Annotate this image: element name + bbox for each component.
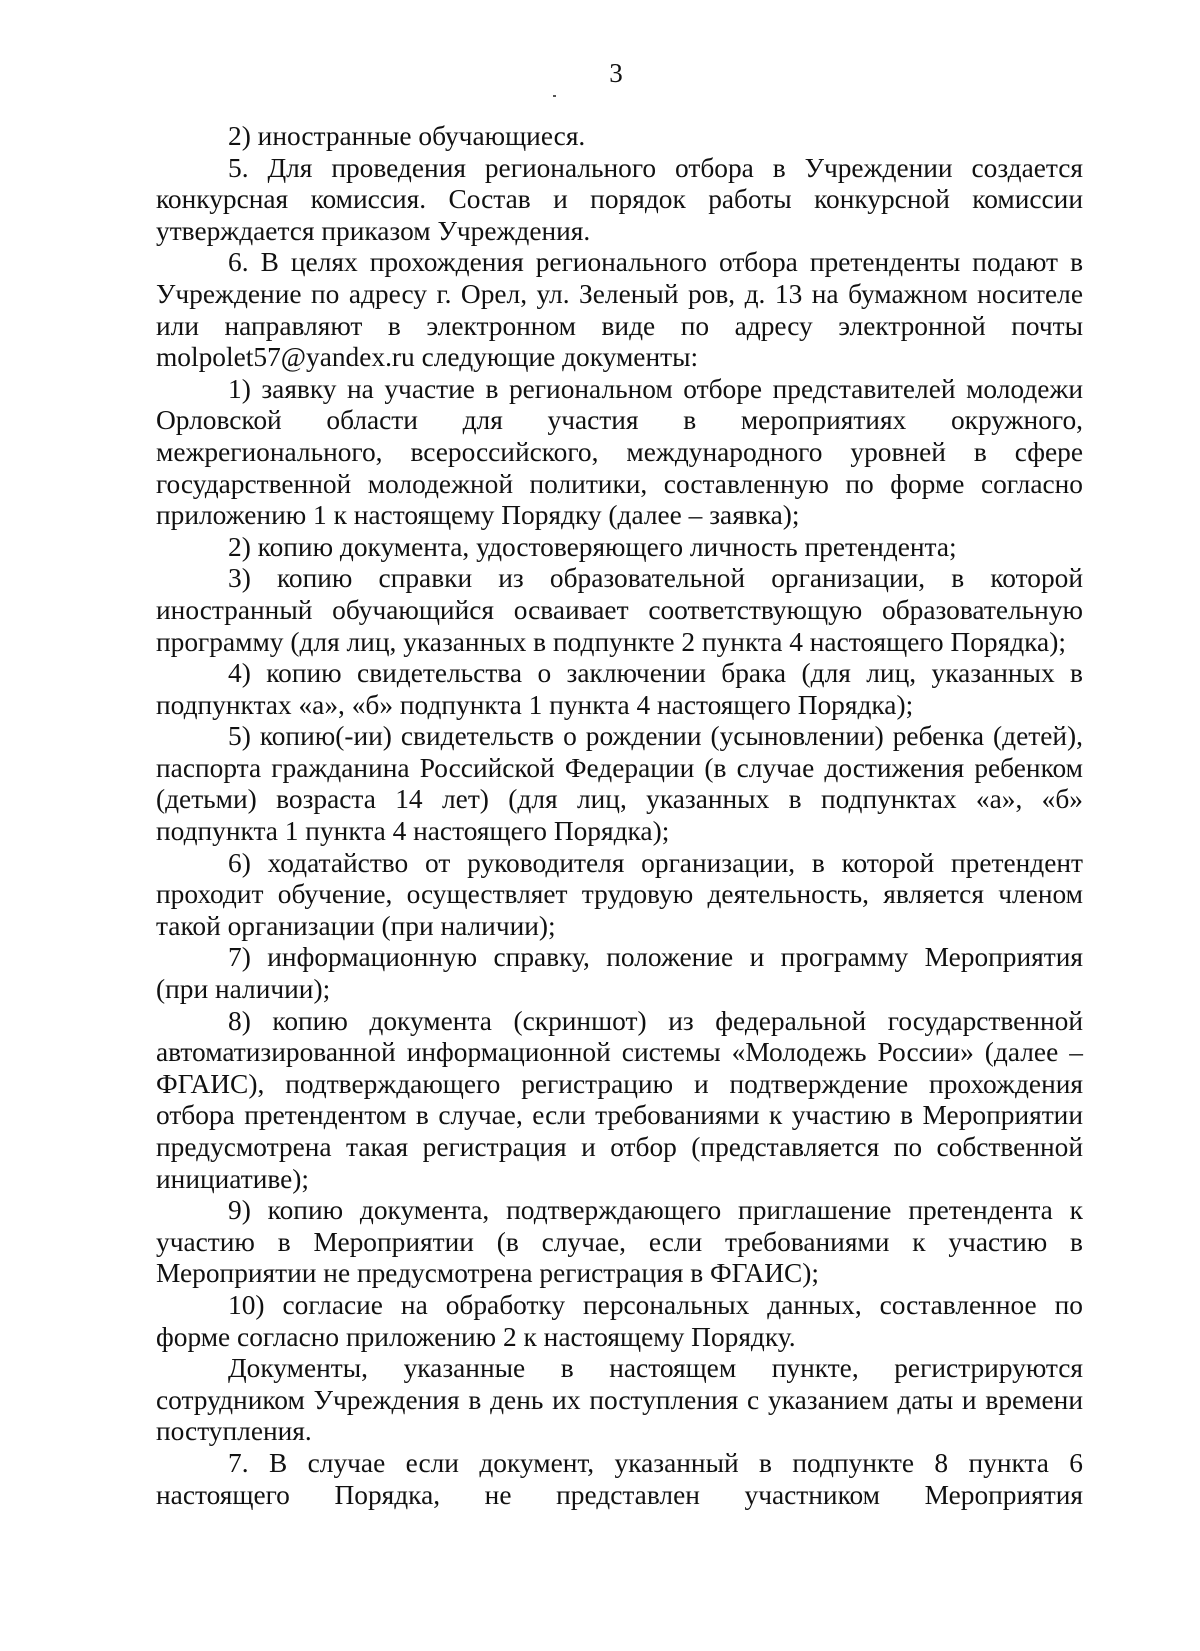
list-item-10-personal-data-consent: 10) согласие на обработку персональных данных, составленное по форме согласно приложению 2 к настоящему Порядку. (156, 1289, 1083, 1352)
list-item-8-fgais-screenshot: 8) копию документа (скриншот) из федеральной государственной автоматизированной информационной системы «Молодежь России» (далее – ФГАИС), подтверждающего регистрацию и подтверждение прохождения отбора претендентом в случае, если требованиями к участию в Мероприятии предусмотрена такая регистрация и отбор (представляется по собственной инициативе); (156, 1005, 1083, 1194)
page-number: 3 (609, 58, 623, 88)
list-item-9-invitation: 9) копию документа, подтверждающего приглашение претендента к участию в Мероприятии (в случае, если требованиями к участию в Мероприятии не предусмотрена регистрация в ФГАИС); (156, 1195, 1083, 1289)
list-item-1-application: 1) заявку на участие в региональном отборе представителей молодежи Орловской области для участия в мероприятиях окружного, межрегионального, всероссийского, международного уровней в сфере государственной молодежной политики, составленную по форме согласно приложению 1 к настоящему Порядку (далее – заявка); (156, 373, 1083, 531)
scan-speck (553, 95, 556, 97)
list-item-5-birth-certificates: 5) копию(-ии) свидетельств о рождении (усыновлении) ребенка (детей), паспорта гражданина Российской Федерации (в случае достижения ребенком (детьми) возраста 14 лет) (для лиц, указанных в подпунктах «а», «б» подпункта 1 пункта 4 настоящего Порядка); (156, 721, 1083, 847)
list-item-7-info-reference: 7) информационную справку, положение и программу Мероприятия (при наличии); (156, 942, 1083, 1005)
list-item-4-marriage-certificate: 4) копию свидетельства о заключении брака (для лиц, указанных в подпунктах «а», «б» подпункта 1 пункта 4 настоящего Порядка); (156, 658, 1083, 720)
paragraph-registration: Документы, указанные в настоящем пункте, регистрируются сотрудником Учреждения в день их поступления с указанием даты и времени поступления. (156, 1353, 1083, 1447)
list-item-6-petition: 6) ходатайство от руководителя организации, в которой претендент проходит обучение, осуществляет трудовую деятельность, является членом такой организации (при наличии); (156, 847, 1083, 941)
list-item-2-id-copy: 2) копию документа, удостоверяющего личность претендента; (228, 531, 957, 562)
list-item-3-education-certificate: 3) копию справки из образовательной организации, в которой иностранный обучающийся осваивает соответствующую образовательную программу (для лиц, указанных в подпункте 2 пункта 4 настоящего Порядка); (156, 563, 1083, 657)
paragraph-6-documents: 6. В целях прохождения регионального отбора претенденты подают в Учреждение по адресу г. Орел, ул. Зеленый ров, д. 13 на бумажном носителе или направляют в электронном виде по адресу электронной почты molpolet57@yandex.ru следующие документы: (156, 247, 1083, 373)
paragraph-7-start: 7. В случае если документ, указанный в подпункте 8 пункта 6 настоящего Порядка, не представлен участником Мероприятия (156, 1447, 1083, 1510)
paragraph-item-2-foreign-students: 2) иностранные обучающиеся. (228, 121, 586, 151)
document-body (156, 121, 1083, 1511)
paragraph-5-commission: 5. Для проведения регионального отбора в Учреждении создается конкурсная комиссия. Состав и порядок работы конкурсной комиссии утверждается приказом Учреждения. (156, 152, 1083, 246)
